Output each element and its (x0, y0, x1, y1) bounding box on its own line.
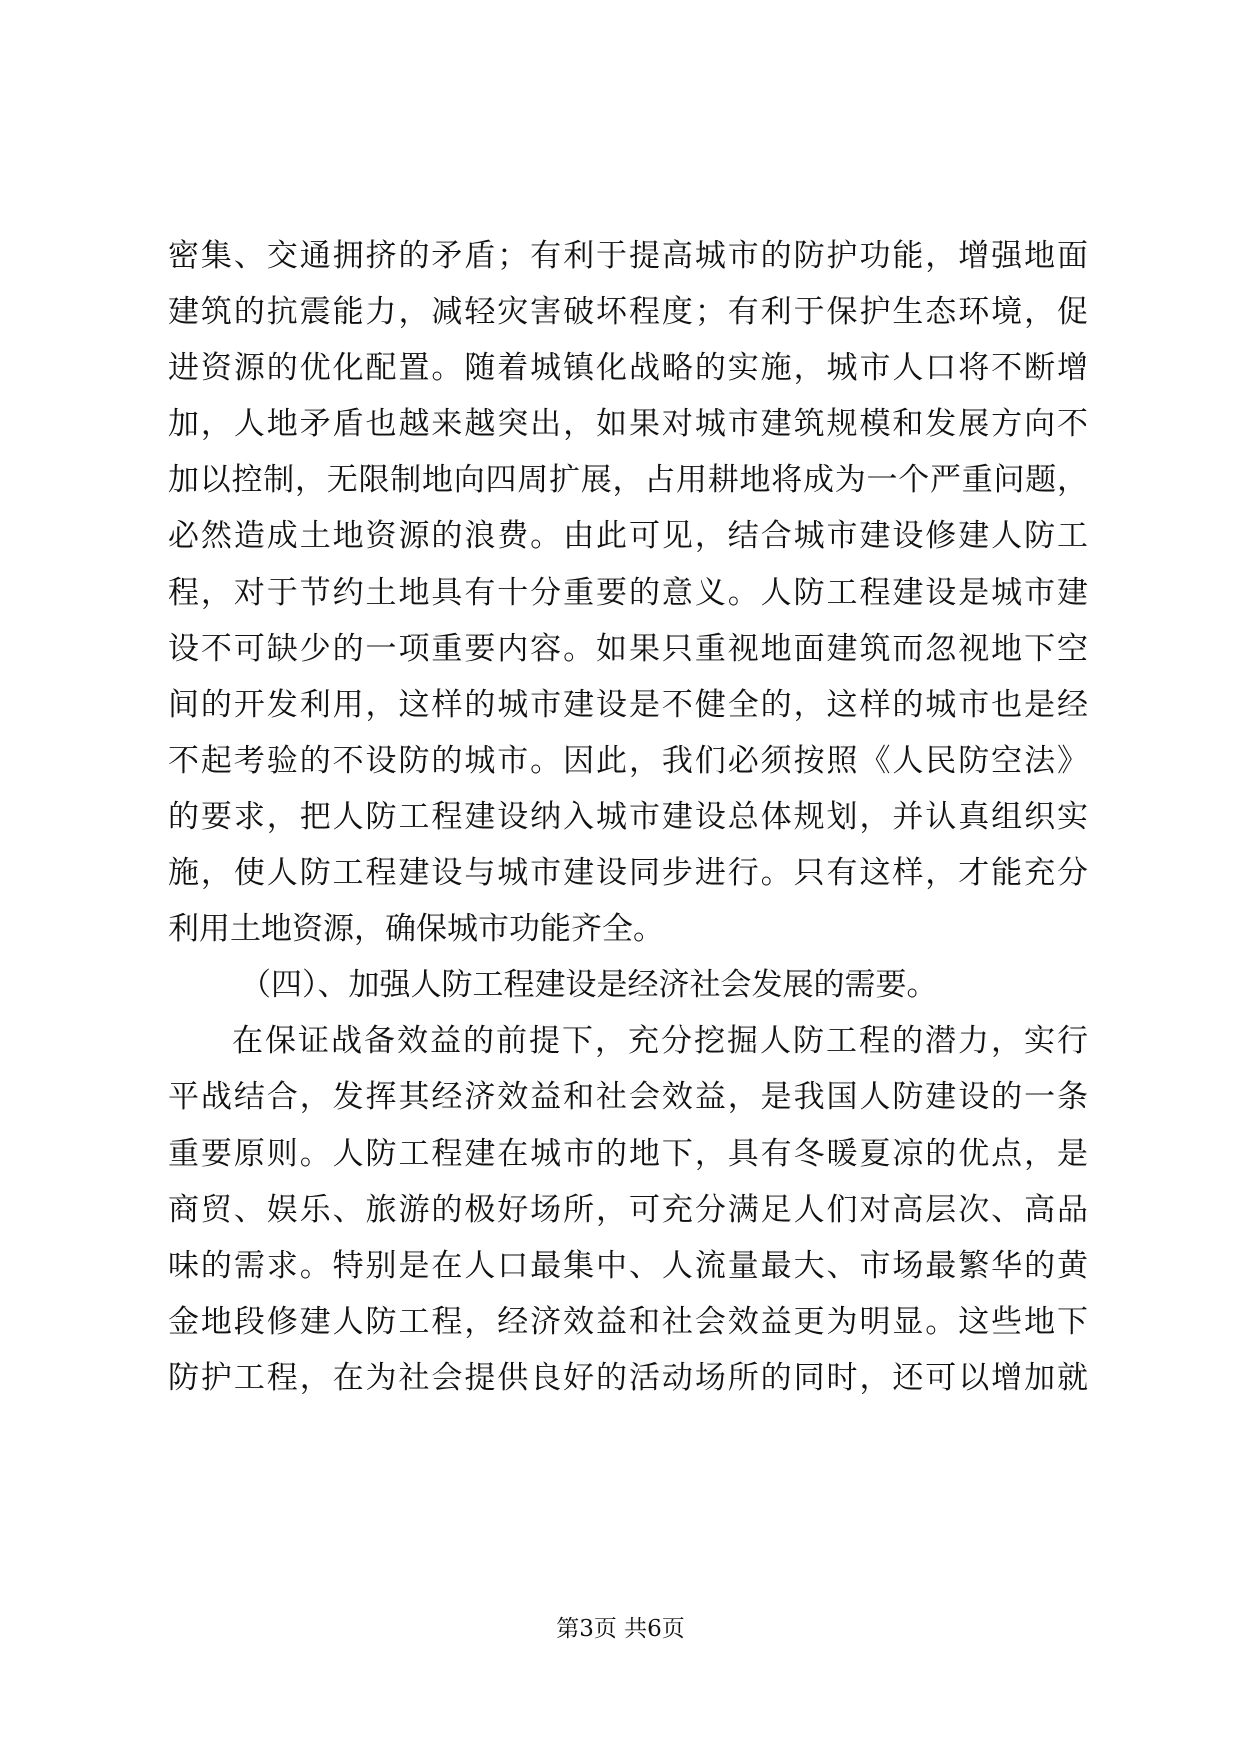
text-line: 味的需求。特别是在人口最集中、人流量最大、市场最繁华的黄 (168, 1247, 1088, 1284)
text-line: 商贸、娱乐、旅游的极好场所，可充分满足人们对高层次、高品 (168, 1191, 1088, 1228)
text-line: 不起考验的不设防的城市。因此，我们必须按照《人民防空法》 (168, 742, 1088, 779)
text-line: 重要原则。人防工程建在城市的地下，具有冬暖夏凉的优点，是 (168, 1135, 1088, 1172)
text-line: 的要求，把人防工程建设纳入城市建设总体规划，并认真组织实 (168, 798, 1088, 835)
text-line: 程，对于节约土地具有十分重要的意义。人防工程建设是城市建 (168, 574, 1088, 611)
text-line: 间的开发利用，这样的城市建设是不健全的，这样的城市也是经 (168, 686, 1088, 723)
body-text (168, 228, 1088, 1406)
paragraph-first-line: 在保证战备效益的前提下，充分挖掘人防工程的潜力，实行 (232, 1023, 1088, 1060)
text-line: 施，使人防工程建设与城市建设同步进行。只有这样，才能充分 (168, 855, 1088, 892)
text-line: 进资源的优化配置。随着城镇化战略的实施，城市人口将不断增 (168, 350, 1088, 387)
text-line: 设不可缺少的一项重要内容。如果只重视地面建筑而忽视地下空 (168, 630, 1088, 667)
text-line: 必然造成土地资源的浪费。由此可见，结合城市建设修建人防工 (168, 518, 1088, 555)
paragraph-end-line: 利用土地资源，确保城市功能齐全。 (168, 911, 664, 948)
text-line: 加以控制，无限制地向四周扩展，占用耕地将成为一个严重问题， (168, 462, 1088, 499)
text-line: 平战结合，发挥其经济效益和社会效益，是我国人防建设的一条 (168, 1079, 1088, 1116)
text-line: 防护工程，在为社会提供良好的活动场所的同时，还可以增加就 (168, 1359, 1088, 1396)
text-line: 加，人地矛盾也越来越突出，如果对城市建筑规模和发展方向不 (168, 406, 1088, 443)
section-heading: （四）、加强人防工程建设是经济社会发展的需要。 (240, 967, 938, 1004)
text-line: 建筑的抗震能力，减轻灾害破坏程度；有利于保护生态环境，促 (168, 294, 1088, 331)
page-number-footer: 第3页 共6页 (556, 1616, 685, 1642)
text-line: 金地段修建人防工程，经济效益和社会效益更为明显。这些地下 (168, 1303, 1088, 1340)
text-line: 密集、交通拥挤的矛盾；有利于提高城市的防护功能，增强地面 (168, 238, 1088, 274)
